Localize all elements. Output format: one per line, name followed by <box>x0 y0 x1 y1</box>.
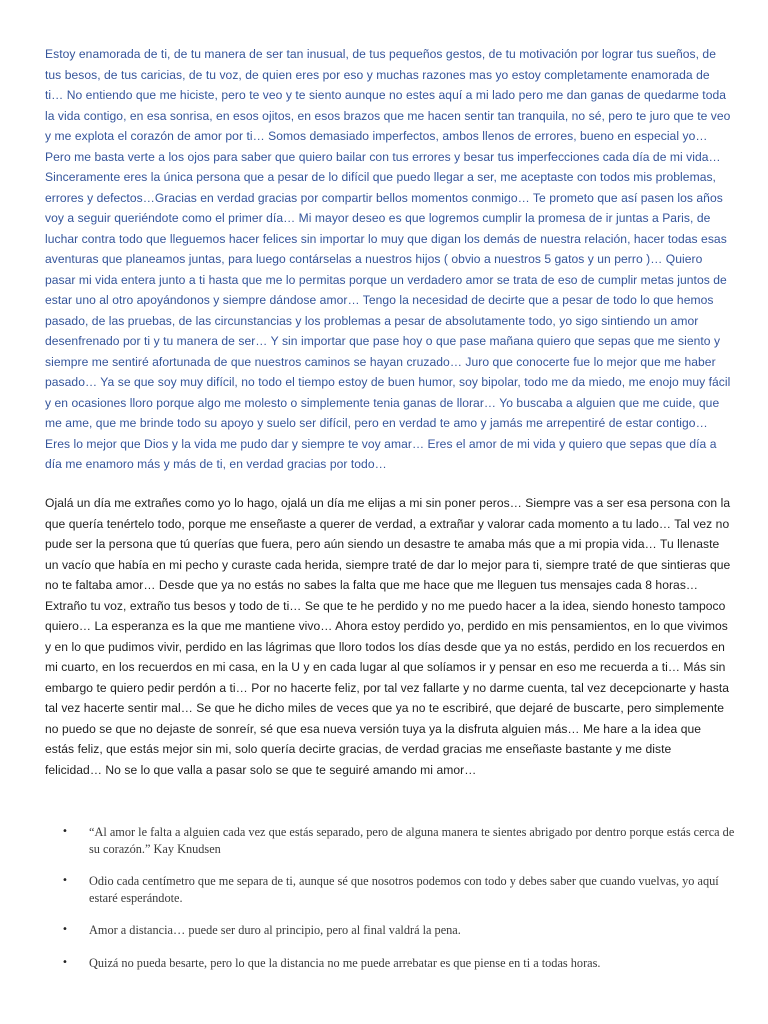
bullet-icon: • <box>62 924 68 935</box>
bullet-icon: • <box>62 826 68 837</box>
list-item <box>62 873 738 906</box>
quote-text: Odio cada centímetro que me separa de ti, aunque sé que nosotros podemos con todo y debes saber que cuando vuelvas, yo aquí estaré esperándote. <box>89 874 719 905</box>
list-item <box>62 955 738 972</box>
love-letter-paragraph: Estoy enamorada de ti, de tu manera de ser tan inusual, de tus pequeños gestos, de tu motivación por lograr tus sueños, de tus besos, de tus caricias, de tu voz, de quien eres por eso y muchas razones mas yo estoy completamente enamorada de ti… No entiendo que me hiciste, pero te veo y te siento aunque no estes aquí a mi lado pero me dan ganas de quedarme toda la vida contigo, en esa sonrisa, en esos ojitos, en esos brazos que me hacen sentir tan tranquila, no sé, pero te juro que te veo y me explota el corazón de amor por ti… Somos demasiado imperfectos, ambos llenos de errores, bueno en especial yo… Pero me basta verte a los ojos para saber que quiero bailar con tus errores y besar tus imperfecciones cada día de mi vida… Sinceramente eres la única persona que a pesar de lo difícil que puedo llegar a ser, me aceptaste con todos mis problemas, errores y defectos…Gracias en verdad gracias por compartir bellos momentos conmigo… Te prometo que así pasen los años voy a seguir queriéndote como el primer día… Mi mayor deseo es que logremos cumplir la promesa de ir juntas a Paris, de luchar contra todo que lleguemos hacer felices sin importar lo muy que digan los demás de nuestra relación, hacer todas esas aventuras que planeamos juntas, para luego contárselas a nuestros hijos ( obvio a nuestros 5 gatos y un perro )… Quiero pasar mi vida entera junto a ti hasta que me lo permitas porque un verdadero amor se trata de eso de cumplir metas juntos de estar uno al otro apoyándonos y siempre dándose amor… Tengo la necesidad de decirte que a pesar de todo lo que hemos pasado, de las pruebas, de las circunstancias y los problemas a pesar de absolutamente todo, yo sigo sintiendo un amor desenfrenado por ti y tu manera de ser… Y sin importar que pase hoy o que pase mañana quiero que sepas que me siento y siempre me sentiré afortunada de que nuestros caminos se hayan cruzado… Juro que conocerte fue lo mejor que me haber pasado… Ya se que soy muy difícil, no todo el tiempo estoy de buen humor, soy bipolar, todo me da miedo, me enojo muy fácil y en ocasiones lloro porque algo me molesto o simplemente tenia ganas de llorar… Yo buscaba a alguien que me cuide, que me ame, que me brinde todo su apoyo y suelo ser difícil, pero en verdad te amo y jamás me arrepentiré de estar contigo… Eres lo mejor que Dios y la vida me pudo dar y siempre te voy amar… Eres el amor de mi vida y quiero que sepas que día a día me enamoro más y más de ti, en verdad gracias por todo… <box>45 47 731 471</box>
missing-you-paragraph: Ojalá un día me extrañes como yo lo hago, ojalá un día me elijas a mi sin poner peros… Siempre vas a ser esa persona con la que quería tenértelo todo, porque me enseñaste a querer de verdad, a extrañar y valorar cada momento a tu lado… Tal vez no pude ser la persona que tú querías que fuera, pero aún siendo un desastre te amaba más que a mi propia vida… Tu llenaste un vacío que había en mi pecho y curaste cada herida, siempre traté de dar lo mejor para ti, siempre traté de que sintieras que no te faltaba amor… Desde que ya no estás no sabes la falta que me hace que me lleguen tus mensajes cada 8 horas… Extraño tu voz, extraño tus besos y todo de ti… Se que te he perdido y no me puedo hacer a la idea, siendo honesto tampoco quiero… La esperanza es la que me mantiene vivo… Ahora estoy perdido yo, perdido en mis pensamientos, en lo que vivimos y en lo que pudimos vivir, perdido en las lágrimas que lloro todos los días desde que ya no estás, perdido en los recuerdos en mi cuarto, en los recuerdos en mi casa, en la U y en cada lugar al que solíamos ir y pensar en eso me recuerda a ti… Más sin embargo te quiero pedir perdón a ti… Por no hacerte feliz, por tal vez fallarte y no darme cuenta, tal vez decepcionarte y hasta tal vez hacerte sentir mal… Se que he dicho miles de veces que ya no te escribiré, que dejaré de buscarte, pero simplemente no puedo se que no dejaste de sonreír, sé que esa nueva versión tuya ya la disfruta alguien más… Me hare a la idea que estás feliz, que estás mejor sin mi, solo quería decirte gracias, de verdad gracias me enseñaste bastante y me diste felicidad… No se lo que valla a pasar solo se que te seguiré amando mi amor… <box>45 496 731 777</box>
bullet-icon: • <box>62 956 68 968</box>
list-item <box>62 824 738 857</box>
bullet-icon: • <box>62 875 68 886</box>
list-item <box>62 922 738 939</box>
quote-text: Quizá no pueda besarte, pero lo que la distancia no me puede arrebatar es que piense en ti a todas horas. <box>89 955 601 970</box>
quote-text: Amor a distancia… puede ser duro al principio, pero al final valdrá la pena. <box>89 923 461 937</box>
quotes-list <box>62 824 738 987</box>
quote-text: “Al amor le falta a alguien cada vez que estás separado, pero de alguna manera te sientes abrigado por dentro porque estás cerca de su corazón.” Kay Knudsen <box>89 825 735 856</box>
